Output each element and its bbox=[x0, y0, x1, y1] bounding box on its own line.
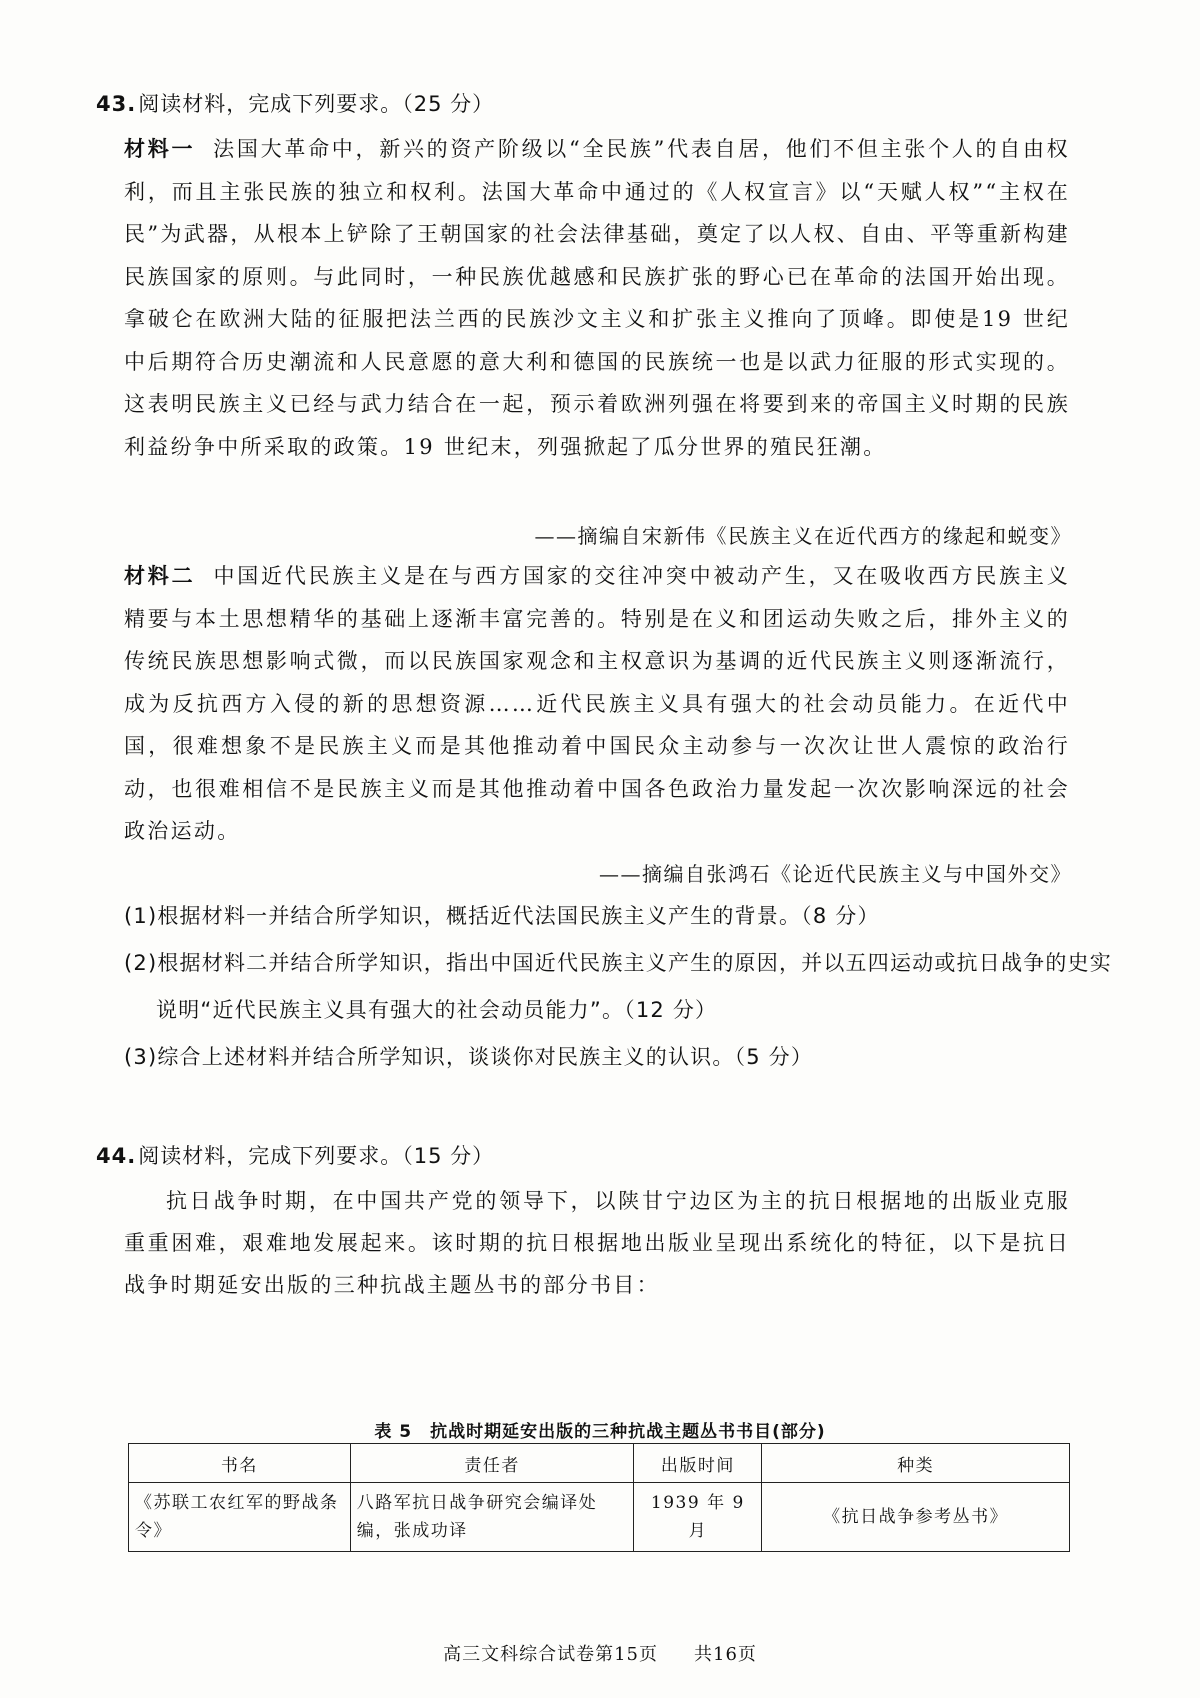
column-header-date: 出版时间 bbox=[634, 1444, 762, 1483]
sub-question-2: (2)根据材料二并结合所学知识，指出中国近代民族主义产生的原因，并以五四运动或抗日战争的史实说明“近代民族主义具有强大的社会动员能力”。（12 分） bbox=[124, 951, 1112, 1022]
page-total: 共16页 bbox=[694, 1644, 757, 1665]
material-text: 中国近代民族主义是在与西方国家的交往冲突中被动产生，又在吸收西方民族主义精要与本土思想精华的基础上逐渐丰富完善的。特别是在义和团运动失败之后，排外主义的传统民族思想影响式微，而以民族国家观念和主权意识为基调的近代民族主义则逐渐流行，成为反抗西方入侵的新的思想资源……近代民族主义具有强大的社会动员能力。在近代中国，很难想象不是民族主义而是其他推动着中国民众主动参与一次次让世人震惊的政治行动，也很难相信不是民族主义而是其他推动着中国各色政治力量发起一次次影响深远的社会政治运动。 bbox=[124, 564, 1071, 843]
question-instruction: 阅读材料，完成下列要求。（25 分） bbox=[138, 92, 495, 116]
question-instruction: 阅读材料，完成下列要求。（15 分） bbox=[138, 1144, 495, 1168]
book-table bbox=[128, 1443, 1070, 1552]
material-label: 材料二 bbox=[124, 563, 196, 588]
material-1-source: ——摘编自宋新伟《民族主义在近代西方的缘起和蜕变》 bbox=[534, 524, 1072, 548]
page-footer bbox=[0, 1640, 1200, 1666]
cell-category: 《抗日战争参考丛书》 bbox=[762, 1483, 1070, 1552]
cell-title: 《苏联工农红军的野战条令》 bbox=[129, 1483, 351, 1552]
sub-question-3: (3)综合上述材料并结合所学知识，谈谈你对民族主义的认识。（5 分） bbox=[124, 1045, 814, 1069]
material-label: 材料一 bbox=[124, 136, 196, 161]
column-header-author: 责任者 bbox=[350, 1444, 634, 1483]
table-row bbox=[129, 1483, 1070, 1552]
cell-date: 1939 年 9 月 bbox=[634, 1483, 762, 1552]
sub-question-1: (1)根据材料一并结合所学知识，概括近代法国民族主义产生的背景。（8 分） bbox=[124, 904, 880, 928]
question-number: 44. bbox=[96, 1144, 137, 1168]
table-header-row bbox=[129, 1444, 1070, 1483]
column-header-category: 种类 bbox=[762, 1444, 1070, 1483]
question-44-header bbox=[96, 1140, 494, 1170]
material-text: 法国大革命中，新兴的资产阶级以“全民族”代表自居，他们不但主张个人的自由权利，而且主张民族的独立和权利。法国大革命中通过的《人权宣言》以“天赋人权”“主权在民”为武器，从根本上铲除了王朝国家的社会法律基础，奠定了以人权、自由、平等重新构建民族国家的原则。与此同时，一种民族优越感和民族扩张的野心已在革命的法国开始出现。拿破仑在欧洲大陆的征服把法兰西的民族沙文主义和扩张主义推向了顶峰。即使是19 世纪中后期符合历史潮流和人民意愿的意大利和德国的民族统一也是以武力征服的形式实现的。这表明民族主义已经与武力结合在一起，预示着欧洲列强在将要到来的帝国主义时期的民族利益纷争中所采取的政策。19 世纪末，列强掀起了瓜分世界的殖民狂潮。 bbox=[124, 137, 1070, 459]
material-2 bbox=[124, 555, 1070, 853]
table-caption: 表 5 抗战时期延安出版的三种抗战主题丛书书目(部分) bbox=[374, 1422, 826, 1442]
question-43-header bbox=[96, 88, 494, 118]
cell-author: 八路军抗日战争研究会编译处编，张成功译 bbox=[350, 1483, 634, 1552]
material-1 bbox=[124, 128, 1070, 468]
question-number: 43. bbox=[96, 92, 137, 116]
material-2-source: ——摘编自张鸿石《论近代民族主义与中国外交》 bbox=[599, 862, 1072, 886]
column-header-title: 书名 bbox=[129, 1444, 351, 1483]
question-44-intro: 抗日战争时期，在中国共产党的领导下，以陕甘宁边区为主的抗日根据地的出版业克服重重困难，艰难地发展起来。该时期的抗日根据地出版业呈现出系统化的特征，以下是抗日战争时期延安出版的三种抗战主题丛书的部分书目： bbox=[124, 1189, 1070, 1297]
page-number: 高三文科综合试卷第15页 bbox=[443, 1644, 658, 1665]
